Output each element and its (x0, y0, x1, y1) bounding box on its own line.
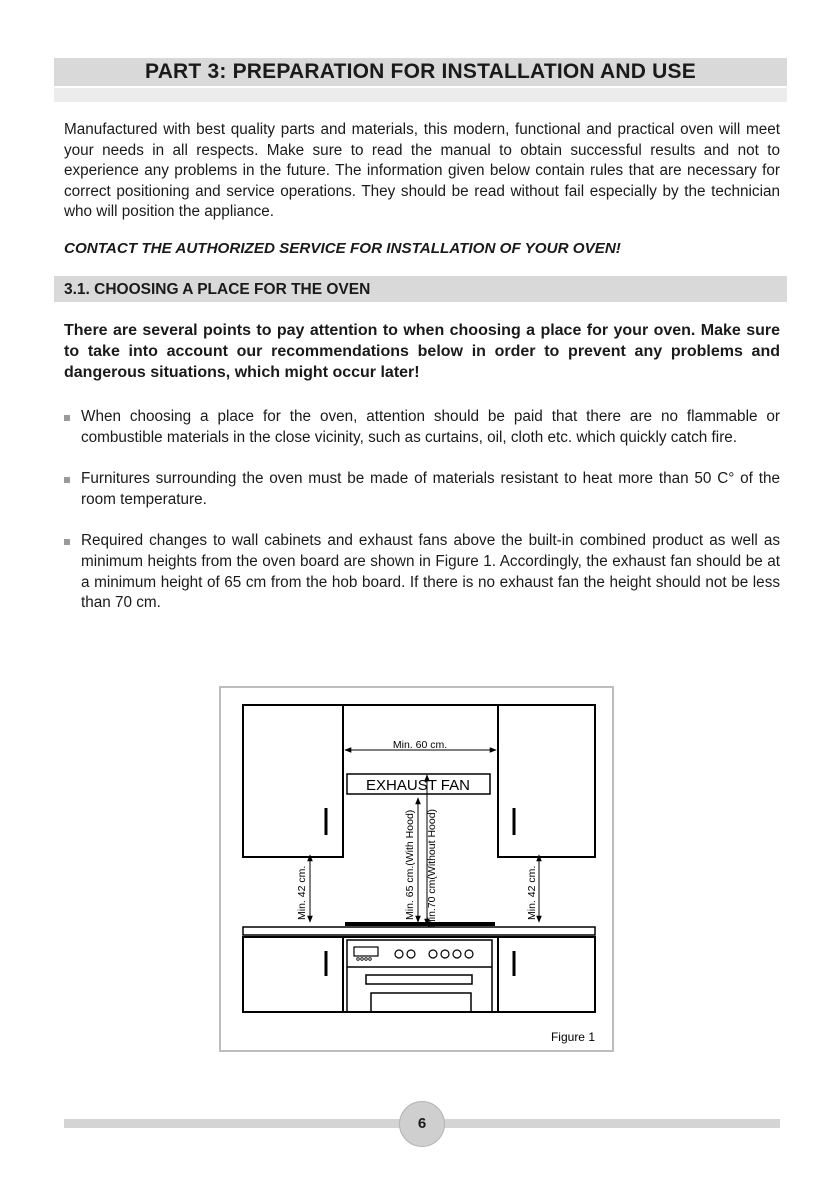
oven-button-dot (369, 958, 372, 961)
page-title: PART 3: PREPARATION FOR INSTALLATION AND USE (145, 60, 696, 83)
list-item (64, 407, 780, 448)
page-title-bar (54, 58, 787, 86)
oven-knob (395, 950, 403, 958)
left-height-label: Min. 42 cm. (296, 865, 308, 920)
counter-top (243, 927, 595, 935)
oven-knob (407, 950, 415, 958)
section-lead: There are several points to pay attention to when choosing a place for your oven. Make sure to take into account our recommendations below in order to prevent any problems and dangerous situations, which might occur later! (64, 322, 780, 381)
page-number: 6 (399, 1101, 445, 1147)
oven-knob (441, 950, 449, 958)
left-wall-cabinet (243, 705, 343, 857)
recommendation-list (64, 407, 780, 614)
intro-paragraph: Manufactured with best quality parts and materials, this modern, functional and practical oven will meet your needs in all respects. Make sure to read the manual to obtain successful results and not to experience any problems in the future. The information given below contain rules that are necessary for correct positioning and service operations. They should be read without fail especially by the technician who will position the appliance. (64, 121, 780, 221)
hob (345, 922, 495, 926)
installation-diagram (221, 688, 612, 1050)
oven-knob (429, 950, 437, 958)
oven-knob (453, 950, 461, 958)
bullet-square-icon (64, 415, 70, 421)
no-hood-height-label: Min.70 cm(Without Hood) (426, 808, 438, 928)
title-underbar (54, 88, 787, 102)
width-label: Min. 60 cm. (392, 739, 448, 751)
list-item-text: When choosing a place for the oven, attention should be paid that there are no flammable or combustible materials in the close vicinity, such as curtains, oil, cloth etc. which quickly catch fire. (81, 408, 780, 446)
section-title: 3.1. CHOOSING A PLACE FOR THE OVEN (64, 281, 371, 298)
right-height-label: Min. 42 cm. (526, 865, 538, 920)
bullet-square-icon (64, 477, 70, 483)
figure-caption: Figure 1 (550, 1030, 595, 1044)
oven-window (371, 993, 471, 1012)
contact-notice: CONTACT THE AUTHORIZED SERVICE FOR INSTALLATION OF YOUR OVEN! (64, 240, 621, 257)
list-item-text: Furnitures surrounding the oven must be made of materials resistant to heat more than 50 C° of the room temperature. (81, 470, 780, 508)
oven-button-dot (357, 958, 360, 961)
hood-height-label: Min. 65 cm.(With Hood) (404, 809, 416, 920)
section-header (54, 276, 787, 302)
exhaust-fan-label: EXHAUST FAN (366, 777, 470, 794)
oven-knob (465, 950, 473, 958)
list-item-text: Required changes to wall cabinets and exhaust fans above the built-in combined product as well as minimum heights from the oven board are shown in Figure 1. Accordingly, the exhaust fan should be at a minimum height of 65 cm from the hob board. If there is no exhaust fan the height should not be less than 70 cm. (81, 532, 780, 612)
oven-display (354, 947, 378, 956)
oven-button-dot (361, 958, 364, 961)
figure-1-box (219, 686, 614, 1052)
oven-handle (366, 975, 472, 984)
oven-button-dot (365, 958, 368, 961)
list-item (64, 531, 780, 613)
bullet-square-icon (64, 539, 70, 545)
list-item (64, 469, 780, 510)
